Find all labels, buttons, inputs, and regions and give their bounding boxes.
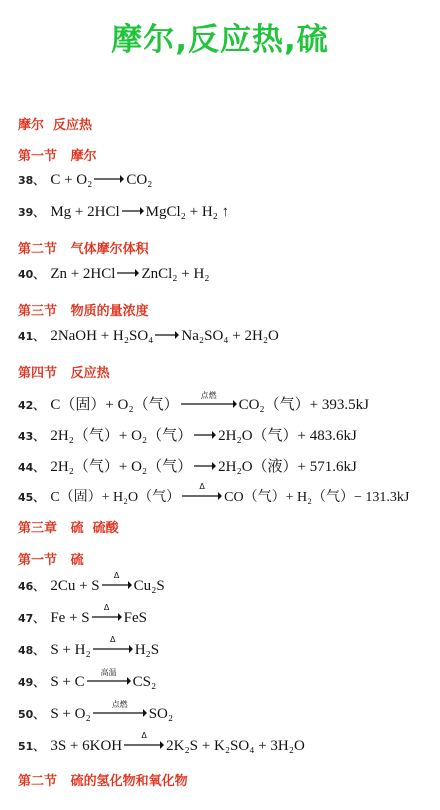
equation-lhs: Mg + 2HCl [50,204,120,220]
equation-number: 45、 [18,491,45,504]
equation-number: 39、 [18,206,45,219]
equation-lhs: Fe + S [50,610,90,626]
equation-rhs: MgCl₂ + H₂ ↑ [145,204,230,220]
section-heading-1-mole: 第一节 摩尔 [18,149,97,164]
section-heading-chapter-3-sulfur: 第三章 硫 硫酸 [18,521,119,536]
equation-lhs: 2NaOH + H₂SO₄ [50,328,154,344]
reaction-arrow-icon [122,206,144,216]
equation-row-45 [18,482,410,506]
equation-number: 43、 [18,430,45,443]
equation-rhs: CO（气）+ H₂（气）− 131.3kJ [224,490,410,505]
section-heading-2-gas-molar-volume: 第二节 气体摩尔体积 [18,242,149,257]
section-heading-2-sulfur-hydrides-oxides: 第二节 硫的氢化物和氧化物 [18,774,188,789]
equation-lhs: 2H₂（气）+ O₂（气） [50,459,193,475]
reaction-arrow-icon [194,461,216,471]
equation-row-39 [18,204,229,221]
equation-rhs: FeS [123,610,147,626]
equation-number: 51、 [18,740,45,753]
equation-rhs: SO₂ [148,706,174,722]
section-heading-4-reaction-heat: 第四节 反应热 [18,366,110,381]
equation-lhs: C（固）+ O₂（气） [50,397,179,413]
equation-row-48 [18,635,160,659]
equation-row-51 [18,731,305,755]
equation-row-38 [18,172,152,189]
reaction-condition: Δ [199,482,205,491]
reaction-arrow-icon [182,482,222,501]
reaction-arrow-icon [93,635,133,654]
equation-rhs: 2H₂O（气）+ 483.6kJ [218,428,357,444]
reaction-condition: 高温 [100,668,117,677]
equation-row-46 [18,571,165,595]
reaction-arrow-icon [155,330,179,340]
equation-lhs: S + O₂ [50,706,91,722]
reaction-condition: Δ [141,731,147,740]
reaction-arrow-icon [92,603,122,622]
reaction-arrow-icon [93,700,147,718]
reaction-arrow-icon [87,668,131,686]
equation-number: 50、 [18,708,45,721]
equation-lhs: S + C [50,674,85,690]
reaction-arrow-icon [117,268,139,278]
equation-row-49 [18,668,157,691]
equation-lhs: S + H₂ [50,642,91,658]
equation-row-43 [18,424,357,445]
reaction-condition: Δ [109,635,116,644]
equation-number: 49、 [18,676,45,689]
section-heading-mole-reaction-heat: 摩尔 反应热 [18,118,93,133]
equation-number: 41、 [18,330,45,343]
equation-rhs: 2K₂S + K₂SO₄ + 3H₂O [166,738,305,754]
equation-row-41 [18,328,279,345]
reaction-condition: Δ [113,571,120,580]
reaction-arrow-icon [102,571,132,590]
equation-lhs: C（固）+ H₂O（气） [50,490,181,505]
equation-lhs: Zn + 2HCl [50,266,116,282]
equation-lhs: 2Cu + S [50,578,100,594]
reaction-arrow-icon [194,430,216,440]
equation-row-50 [18,700,174,723]
equation-rhs: Na₂SO₄ + 2H₂O [181,328,279,344]
reaction-arrow-icon [94,174,124,184]
equation-number: 44、 [18,461,45,474]
page-title: 摩尔,反应热,硫 [111,22,329,58]
equation-row-40 [18,266,210,283]
equation-number: 48、 [18,644,45,657]
reaction-arrow-icon [124,731,164,750]
equation-rhs: CS₂ [132,674,157,690]
equation-lhs: C + O₂ [50,172,93,188]
reaction-arrow-icon [181,391,237,409]
equation-row-44 [18,455,357,476]
equation-rhs: 2H₂O（液）+ 571.6kJ [218,459,357,475]
equation-lhs: 3S + 6KOH [50,738,123,754]
section-heading-1-sulfur: 第一节 硫 [18,553,84,568]
reaction-condition: 点燃 [111,700,128,709]
reaction-condition: Δ [103,603,110,612]
equation-number: 40、 [18,268,45,281]
equation-rhs: H₂S [134,642,160,658]
equation-number: 42、 [18,399,45,412]
equation-rhs: Cu₂S [133,578,165,594]
equation-rhs: CO₂ [126,172,153,188]
section-heading-3-molarity: 第三节 物质的量浓度 [18,304,149,319]
equation-number: 46、 [18,580,45,593]
equation-row-42 [18,393,369,414]
reaction-condition: 点燃 [200,391,217,400]
equation-number: 38、 [18,174,45,187]
equation-rhs: ZnCl₂ + H₂ [141,266,210,282]
equation-number: 47、 [18,612,45,625]
equation-lhs: 2H₂（气）+ O₂（气） [50,428,193,444]
equation-rhs: CO₂（气）+ 393.5kJ [238,397,369,413]
equation-row-47 [18,603,147,627]
